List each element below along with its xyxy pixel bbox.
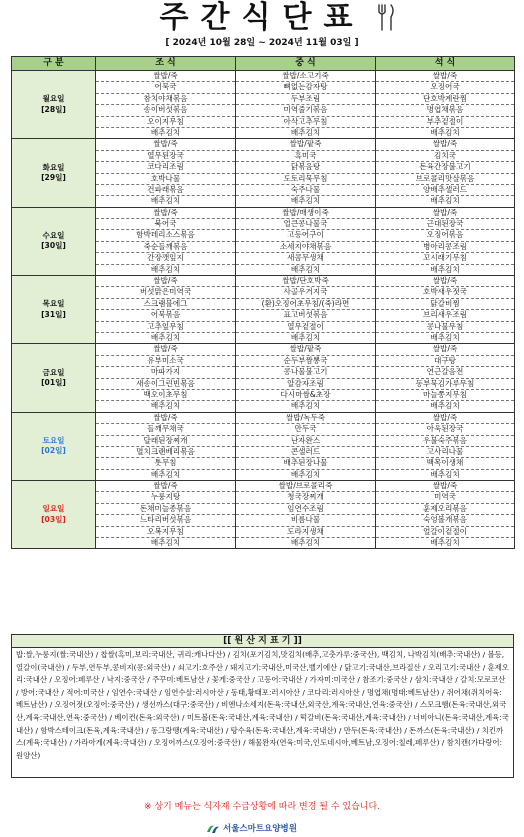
menu-item: 대구탕 [376,356,514,367]
menu-item: 순두부짬뽕국 [236,356,375,367]
menu-item: 김치국 [376,151,514,162]
menu-item: 꼬시래기무침 [376,253,514,264]
menu-item: 근대된장국 [376,219,514,230]
menu-item: 배추김치 [150,332,181,342]
menu-item: 청국장찌개 [236,492,375,503]
table-row [12,412,515,480]
day-date: [02일] [41,446,66,456]
menu-item: 사골우거지국 [236,287,375,298]
weekly-menu-table [11,56,515,549]
menu-item: 오징어국 [376,82,514,93]
table-row [12,139,515,207]
lunch-cell [236,481,376,549]
menu-item: 명엽채볶음 [376,105,514,116]
menu-item: 열무된장국 [96,151,235,162]
dinner-cell [376,207,515,275]
table-row [12,481,515,549]
menu-item: 쌀밥/팥죽 [236,344,375,355]
day-cell [12,207,96,275]
menu-item: 콘샐러드 [236,447,375,458]
menu-item: 스크램블에그 [96,299,235,310]
column-header-dinner: 석 식 [376,57,515,71]
menu-item: 배추김치 [150,469,181,479]
menu-item: 고추잎무침 [96,322,235,333]
menu-item: 쌀밥/죽 [376,481,514,492]
menu-item: 우불숙주볶음 [376,436,514,447]
menu-item: 참치야채볶음 [96,94,235,105]
day-name: 수요일 [42,230,65,240]
menu-item: 배추김치 [430,332,460,342]
breakfast-cell [96,276,236,344]
menu-item: 쌀밥/죽 [96,344,235,355]
menu-item: 부추겉절이 [376,117,514,128]
menu-item: 쌀밥/죽 [376,139,514,150]
menu-item: 코다리조림 [96,162,235,173]
dinner-cell [376,276,515,344]
menu-item: 쌀밥/죽 [96,139,235,150]
lunch-cell [236,276,376,344]
menu-item: 새송이그린빈볶음 [96,379,235,390]
menu-item: 쌀밥/단호박죽 [236,276,375,287]
menu-item: 함박데리소스볶음 [96,230,235,241]
change-notice: ※ 상기 메뉴는 식자재 수급상황에 따라 변경 될 수 있습니다. [143,802,381,812]
menu-item: 얼큰콩나물국 [236,219,375,230]
menu-item: 표고버섯볶음 [236,310,375,321]
menu-item: 오복지무침 [96,527,235,538]
day-date: [31일] [41,309,66,319]
origin-text: 밥:쌀,누룽지(쌀:국내산) / 찹쌀(흑미,보리:국내산, 귀리:캐나다산) / 김치(포기김치,맛김치(배추,고춧가루:중국산), 백김치, 나박김치(배추:국내산) / 볼등,열갈이(국내산) / 두부,연두부,콩비지(콩:외국산) / 쇠고기:호주산 / 돼지고기:국내산,미국산,벨기에산 / 닭고기:국내산,브라질산 / 오리고기:국내산 / 훈제오리:국내산 / 오징어:페루산 / 낙지:중국산 / 주꾸미:베트남산 / 꽃게:중국산 / 고등어:국내산 / 가자미:미국산 / 참조기:중국산 / 삼치:국내산 / 갈치:모로코산 / 방어:국내산 / 적어:미국산 / 임연수:국내산 / 임연수살:러시아산 / 동태,황태포:러시아산 / 코다리:러시아산 / 명엽채(명태:베트남산) / 쥐어채(쥐치어육:베트남산) / 오징어젓(오징어:중국산) / 생선까스(대구:중국산) / 비엔나소세지(돈육:국내산,외국산,계육:국내산,연육:중국산) / 스모크햄(돈육:국내산,외국산,계육:국내산,연육:중국산) / 베이컨(돈육:외국산) / 미트볼(돈육:국내산,계육:국내산) / 떡갈비(돈육:국내산,계육:국내산) / 너비아니(돈육:국내산,계육:국내산) / 함박스테이크(돈육,계육:국내산) / 동그랑땡(계육:국내산) / 탕수육(돈육:국내산,계육:국내산) / 만두(돈육:국내산) / 돈까스(돈육:국내산) / 치킨까스(계육:국내산) / 가라아게(계육:국내산) / 오징어까스(오징어:중국산) / 해물완자(연육:미국,인도네시아,베트남,오징어:칠레,페루산) / 참치캔(가다랑어:원양산) [11,647,514,778]
menu-item: 얼갈이겉절이 [376,527,514,538]
day-cell [12,481,96,549]
lunch-cell [236,139,376,207]
day-date: [28일] [41,104,66,114]
menu-item: 마늘쫑지무침 [376,390,514,401]
menu-item: 버섯맑은미역국 [96,287,235,298]
menu-item: 배추김치 [290,538,321,548]
menu-item: (환)오징어초무침/(죽)라면 [236,299,375,310]
table-row [12,276,515,344]
menu-item: 누룽지탕 [96,492,235,503]
day-date: [30일] [41,241,66,251]
menu-item: 숙주나물 [236,185,375,196]
menu-item: 단호박계란찜 [376,94,514,105]
menu-item: 톳무침 [96,458,235,469]
menu-item: 비름나물 [236,515,375,526]
menu-item: 연근갈음전 [376,367,514,378]
menu-item: 배추김치 [290,332,321,342]
menu-item: 닭볶음탕 [236,162,375,173]
dinner-cell [376,481,515,549]
menu-item: 송이버섯볶음 [96,105,235,116]
column-header-breakfast: 조 식 [96,57,236,71]
menu-item: 배추김치 [430,264,460,274]
day-name: 화요일 [42,162,65,172]
menu-item: 배추김치 [150,264,181,274]
menu-item: 어묵볶음 [96,310,235,321]
menu-item: 배추김치 [150,196,181,206]
day-name: 목요일 [42,299,65,309]
menu-item: 마파가지 [96,367,235,378]
menu-item: 들깨무채국 [96,424,235,435]
menu-item: 숙엉볼개볶음 [376,515,514,526]
menu-item: 새콤무생채 [236,253,375,264]
menu-item: 쌀밥/죽 [96,413,235,424]
hospital-logo [206,821,297,835]
menu-item: 쌀밥/팥죽 [236,139,375,150]
breakfast-cell [96,344,236,412]
menu-item: 호박새우젓국 [376,287,514,298]
day-date: [03일] [41,514,66,524]
breakfast-cell [96,139,236,207]
menu-item: 오이지무침 [96,117,235,128]
origin-heading: [[ 원 산 지 표 기 ]] [11,634,514,648]
table-row [12,207,515,275]
dinner-cell [376,139,515,207]
menu-item: 쌀밥/소고기죽 [236,71,375,82]
day-cell [12,412,96,480]
menu-item: 오징어볶음 [376,230,514,241]
menu-item: 난자완스 [236,436,375,447]
menu-item: 브로콜리맛살볶음 [376,174,514,185]
menu-item: 유부미소국 [96,356,235,367]
menu-item: 건파래볶음 [96,185,235,196]
menu-item: 만두국 [236,424,375,435]
menu-item: 열무겉절이 [236,322,375,333]
menu-item: 쌀밥/죽 [376,344,514,355]
menu-item: 배추김치 [290,401,321,411]
menu-item: 소세지야채볶음 [236,242,375,253]
menu-item: 백오이초무침 [96,390,235,401]
lunch-cell [236,344,376,412]
day-date: [01일] [41,378,66,388]
lunch-cell [236,412,376,480]
dinner-cell [376,344,515,412]
day-cell [12,276,96,344]
menu-item: 쌀밥/죽 [96,71,235,82]
menu-item: 쌀밥/죽 [96,208,235,219]
day-cell [12,71,96,139]
fork-knife-icon [370,2,400,32]
hospital-logo-icon [206,822,220,834]
menu-item: 뼈없는감자탕 [236,82,375,93]
day-cell [12,139,96,207]
menu-item: 흑미국 [236,151,375,162]
menu-item: 도토리묵무침 [236,174,375,185]
menu-item: 고등어구이 [236,230,375,241]
breakfast-cell [96,71,236,139]
day-cell [12,344,96,412]
menu-item: 임연수조림 [236,504,375,515]
menu-item: 미역줄기볶음 [236,105,375,116]
menu-item: 배추김치 [150,538,181,548]
dinner-cell [376,71,515,139]
menu-item: 다시마쌈&초장 [236,390,375,401]
menu-item: 고사리나물 [376,447,514,458]
menu-item: 쌀밥/죽 [376,208,514,219]
menu-item: 어묵국 [96,82,235,93]
menu-period: [ 2024년 10월 28일 ~ 2024년 11월 03일 ] [165,38,359,48]
menu-item: 양배추샐러드 [376,185,514,196]
menu-item: 배추김치 [430,538,460,548]
breakfast-cell [96,207,236,275]
menu-item: 쌀밥/죽 [376,413,514,424]
menu-item: 두부조림 [236,94,375,105]
table-row [12,344,515,412]
hospital-name: 서울스마트요양병원 [223,824,297,834]
menu-item: 배추김치 [430,401,460,411]
menu-item: 닭갈비찜 [376,299,514,310]
menu-item: 쌀밥/브로콜리죽 [236,481,375,492]
menu-item: 배추된장나물 [236,458,375,469]
menu-item: 달래된장찌개 [96,436,235,447]
menu-item: 백목이생채 [376,458,514,469]
menu-item: 멸치크랜베리볶음 [96,447,235,458]
column-header-category: 구 분 [12,57,96,71]
menu-item: 쌀밥/녹두죽 [236,413,375,424]
menu-item: 배추김치 [290,469,321,479]
menu-item: 쌀밥/매생이죽 [236,208,375,219]
menu-item: 훈제오리볶음 [376,504,514,515]
day-name: 월요일 [42,94,65,104]
table-header-row [12,57,515,71]
menu-item: 쌀밥/죽 [96,276,235,287]
menu-item: 배추김치 [150,127,181,137]
menu-item: 북어국 [96,219,235,230]
menu-item: 배추김치 [150,401,181,411]
menu-item: 간장깻잎지 [96,253,235,264]
menu-item: 쌀밥/죽 [96,481,235,492]
menu-item: 배추김치 [290,127,321,137]
day-date: [29일] [41,173,66,183]
day-name: 일요일 [42,504,65,514]
menu-item: 쌀밥/죽 [376,71,514,82]
menu-item: 배추김치 [290,196,321,206]
menu-item: 병아리콩조림 [376,242,514,253]
menu-item: 아삭고추무침 [236,117,375,128]
lunch-cell [236,207,376,275]
page-title: 주간식단표 [159,0,365,35]
day-name: 토요일 [42,435,65,445]
menu-item: 미역국 [376,492,514,503]
menu-item: 배추김치 [430,196,460,206]
menu-item: 배추김치 [430,127,460,137]
menu-item: 콩나물무침 [376,322,514,333]
menu-item: 죽순들깨볶음 [96,242,235,253]
table-row [12,71,515,139]
day-name: 금요일 [42,367,65,377]
menu-item: 동부묵김가루무침 [376,379,514,390]
menu-item: 배추김치 [430,469,460,479]
menu-item: 콩나물불고기 [236,367,375,378]
column-header-lunch: 중 식 [236,57,376,71]
lunch-cell [236,71,376,139]
breakfast-cell [96,412,236,480]
menu-item: 호박나물 [96,174,235,185]
dinner-cell [376,412,515,480]
menu-item: 알감자조림 [236,379,375,390]
menu-item: 아욱된장국 [376,424,514,435]
breakfast-cell [96,481,236,549]
menu-item: 돈육간장불고기 [376,162,514,173]
menu-item: 도라지생채 [236,527,375,538]
menu-item: 쌀밥/죽 [376,276,514,287]
menu-item: 돈채미늘종볶음 [96,504,235,515]
menu-item: 느타리버섯볶음 [96,515,235,526]
menu-item: 배추김치 [290,264,321,274]
menu-item: 브리새우조림 [376,310,514,321]
